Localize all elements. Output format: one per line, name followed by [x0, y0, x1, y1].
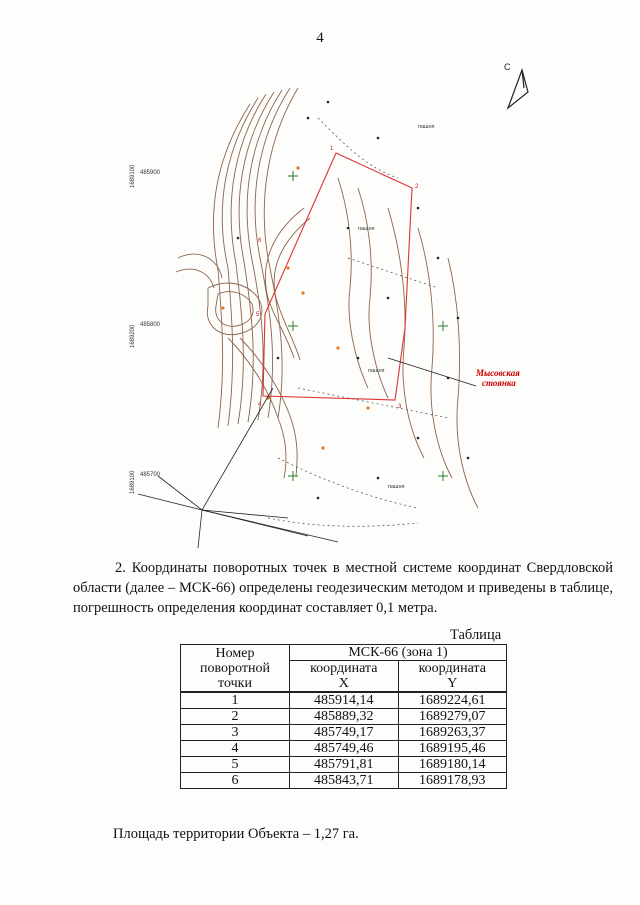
grid-label-y-mid: 1689200: [130, 324, 136, 348]
header-y: координата Y: [398, 661, 507, 693]
table-row: 6 485843,71 1689178,93: [181, 773, 507, 789]
header-point-number: Номер поворотной точки: [181, 645, 290, 693]
grid-label-x-top: 485900: [140, 170, 161, 176]
table-row: 1 485914,14 1689224,61: [181, 692, 507, 709]
site-boundary: [263, 153, 412, 400]
point-label-6: 6: [258, 238, 262, 244]
grid-label-x-mid: 485800: [140, 322, 161, 328]
topographic-map: [118, 58, 538, 548]
north-arrow-icon: [508, 70, 528, 108]
point-label-5: 5: [256, 312, 260, 318]
field-label: пашня: [388, 484, 405, 490]
coordinates-table: [180, 644, 507, 789]
grid-label-x-bottom: 485700: [140, 472, 161, 478]
field-label: пашня: [418, 124, 435, 130]
grid-label-y-bottom: 1689100: [130, 470, 136, 494]
page-number: 4: [316, 30, 324, 46]
orange-marks: [221, 166, 369, 449]
point-label-3: 3: [398, 404, 402, 410]
paragraph-text: 2. Координаты поворотных точек в местной системе координат Свердловской области (далее – МСК-66) определены геодезическим методом и приведены в таблице, погрешность определения координат составляет 0,1 метра.: [73, 560, 613, 616]
north-label: С: [504, 62, 511, 72]
point-label-1: 1: [330, 146, 334, 152]
point-label-4: 4: [258, 402, 262, 408]
header-x: координата X: [290, 661, 399, 693]
site-label-line2: стоянка: [482, 378, 516, 388]
table-row: 2 485889,32 1689279,07: [181, 709, 507, 725]
field-label: пашня: [368, 368, 385, 374]
field-label: пашня: [358, 226, 375, 232]
body-paragraph: [73, 558, 613, 618]
table-row: 5 485791,81 1689180,14: [181, 757, 507, 773]
grid-crosses: [288, 171, 448, 481]
table-caption: Таблица: [450, 627, 502, 643]
contour-lines: [176, 88, 478, 508]
grid-label-y-top: 1689100: [130, 164, 136, 188]
site-label-line1: Мысовская: [476, 368, 520, 378]
header-coordinate-system: МСК-66 (зона 1): [290, 645, 507, 661]
point-label-2: 2: [415, 184, 419, 190]
table-row: 4 485749,46 1689195,46: [181, 741, 507, 757]
area-statement: Площадь территории Объекта – 1,27 га.: [113, 826, 359, 842]
terrain-lines: [268, 118, 448, 526]
table-row: 3 485749,17 1689263,37: [181, 725, 507, 741]
